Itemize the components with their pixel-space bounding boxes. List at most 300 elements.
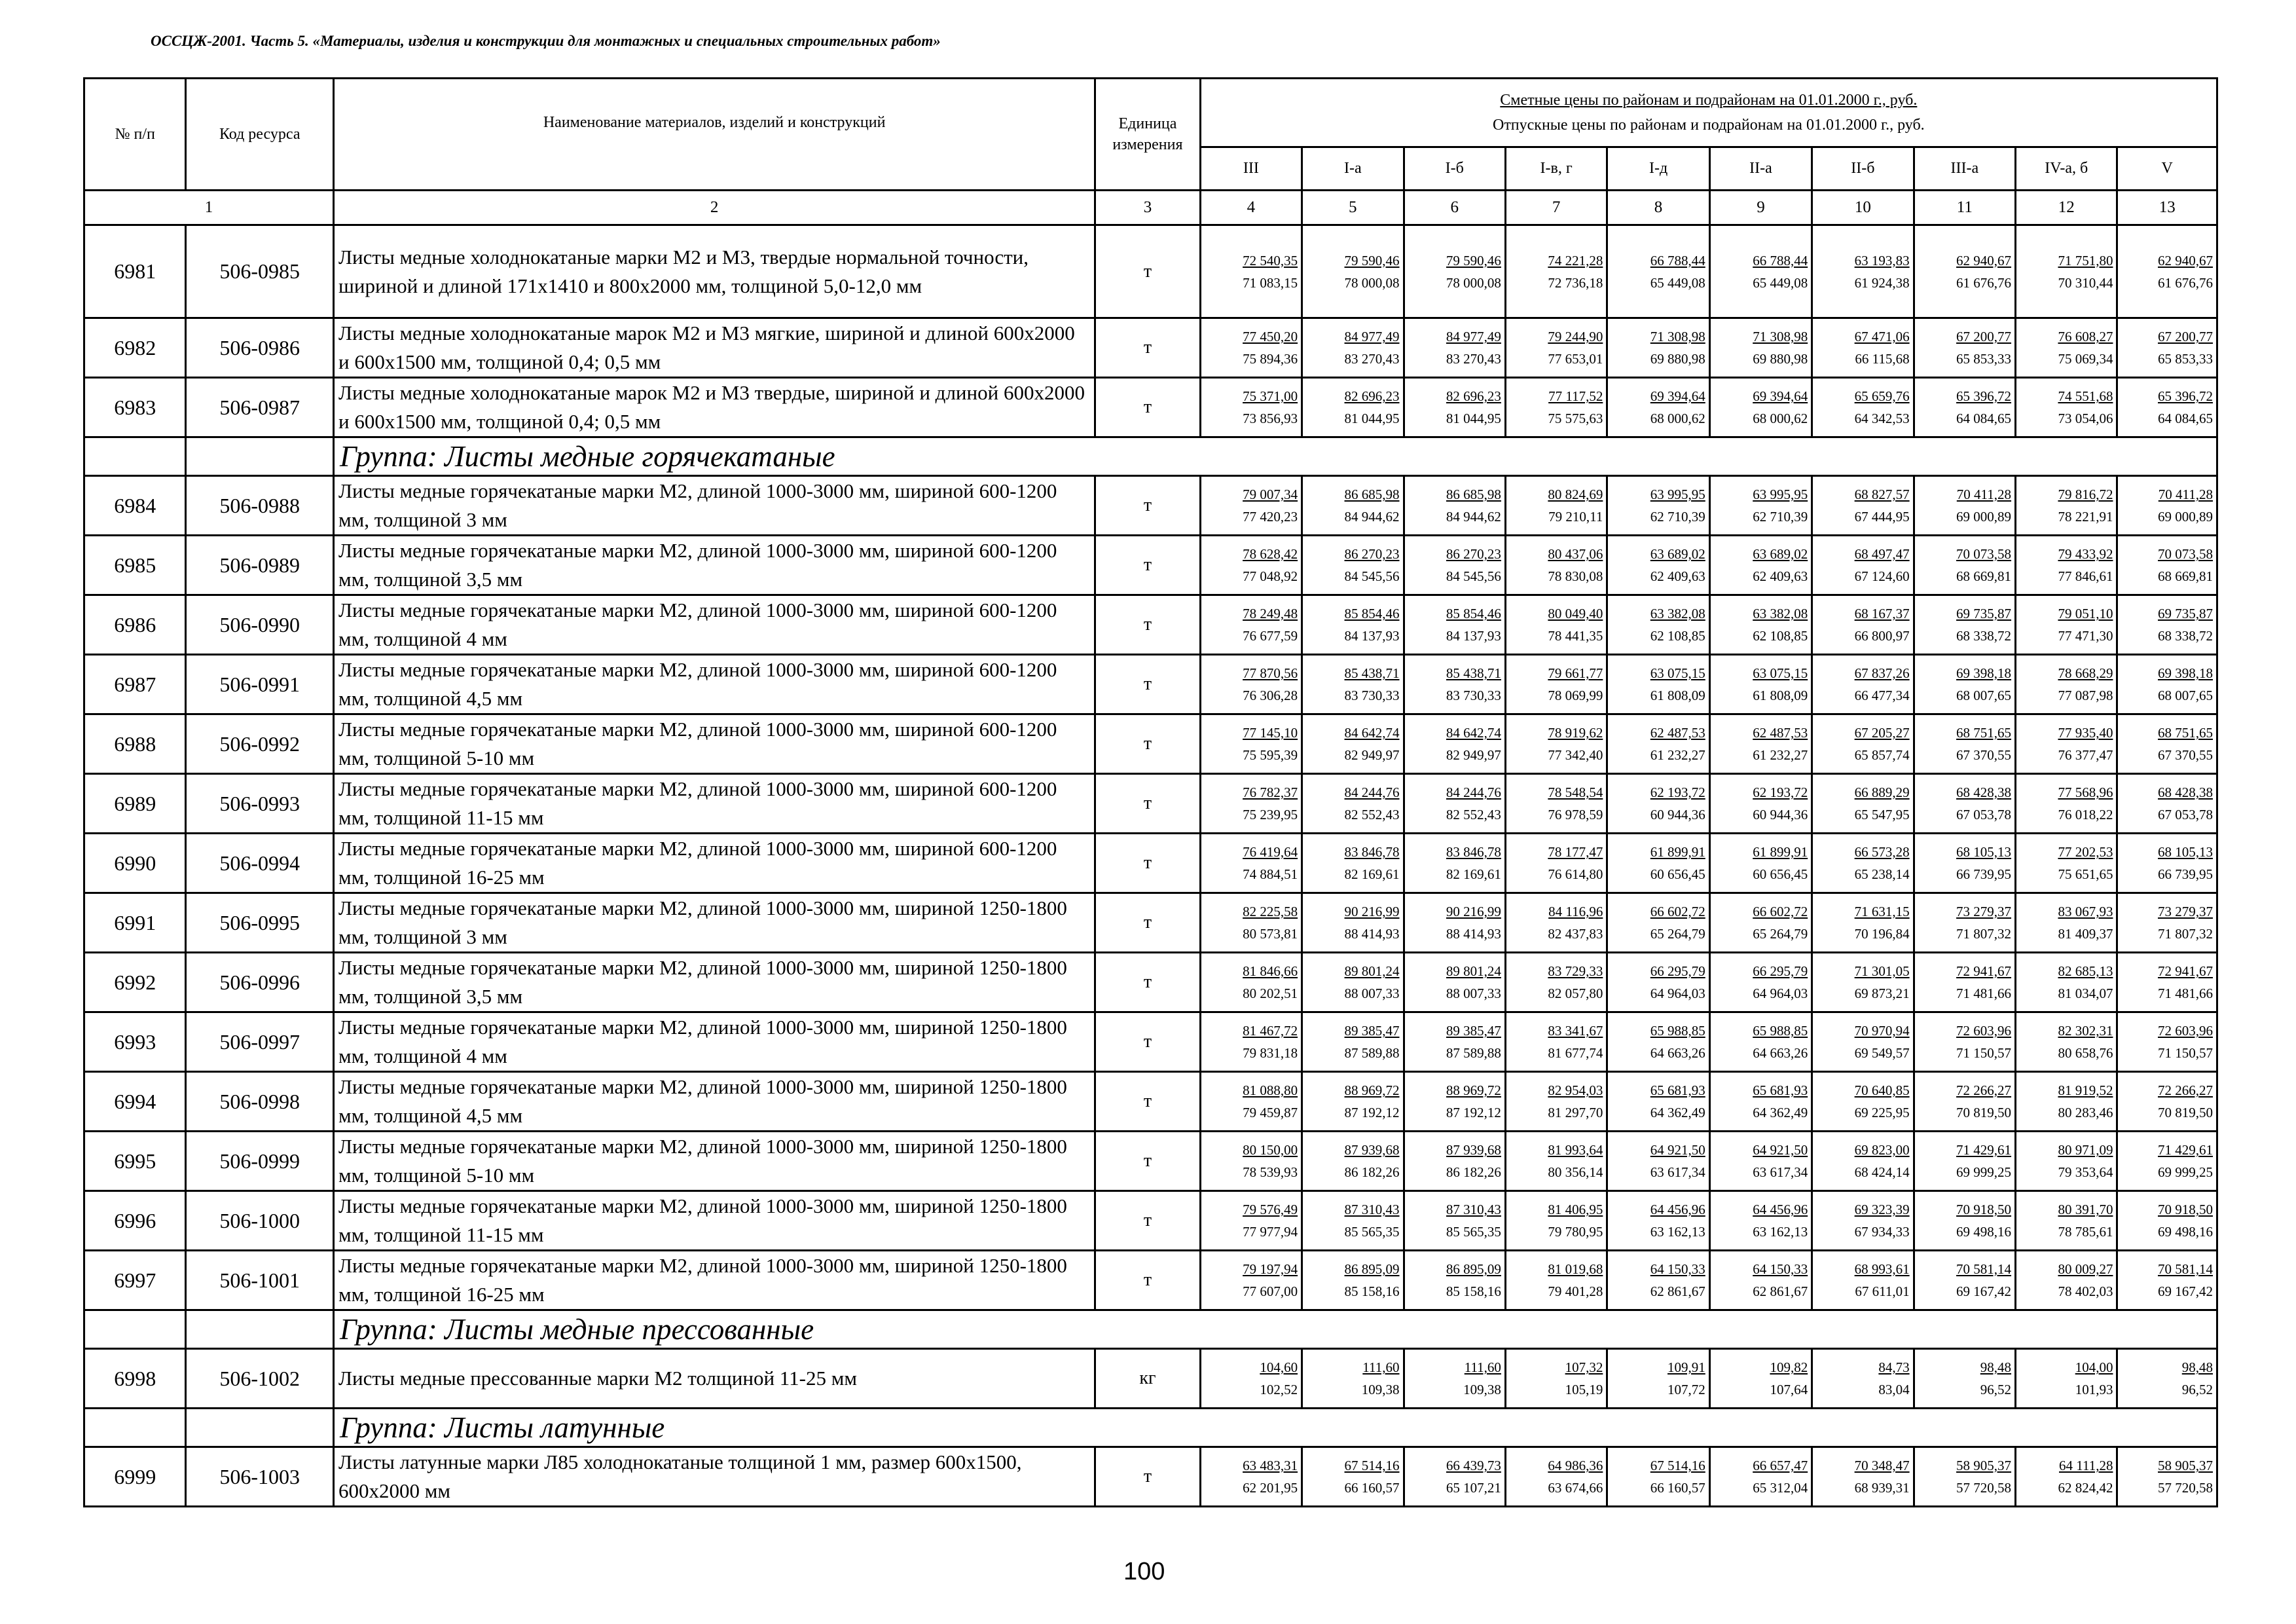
release-price: 69 880,98	[1650, 351, 1705, 367]
estimated-price: 84 977,49	[1446, 329, 1501, 344]
estimated-price: 85 438,71	[1446, 665, 1501, 681]
release-price: 79 210,11	[1548, 509, 1603, 525]
estimated-price: 62 487,53	[1650, 725, 1705, 741]
estimated-price: 66 573,28	[1854, 844, 1910, 860]
release-price: 79 459,87	[1243, 1105, 1298, 1120]
estimated-price: 98,48	[2181, 1359, 2213, 1375]
price-cell	[1505, 1191, 1607, 1251]
price-cell	[1812, 953, 1914, 1012]
estimated-price: 86 895,09	[1446, 1261, 1501, 1277]
release-price: 71 481,66	[2158, 986, 2213, 1001]
price-cell	[1302, 1012, 1404, 1072]
release-price: 79 401,28	[1548, 1283, 1603, 1299]
estimated-price: 78 628,42	[1243, 546, 1298, 562]
estimated-price: 65 988,85	[1753, 1023, 1808, 1039]
group-empty-cell	[84, 437, 186, 476]
release-price: 73 856,93	[1243, 411, 1298, 426]
price-cell	[2117, 318, 2217, 378]
price-cell	[1505, 1251, 1607, 1310]
price-cell	[1302, 378, 1404, 437]
estimated-price: 77 568,96	[2058, 784, 2113, 800]
price-cell	[1914, 714, 2015, 774]
material-name: Листы медные горячекатаные марки М2, длиной 1000-3000 мм, шириной 1250-1800 мм, толщиной 11-15 мм	[334, 1191, 1095, 1251]
release-price: 82 169,61	[1446, 866, 1501, 882]
release-price: 79 780,95	[1548, 1224, 1603, 1240]
price-cell	[1607, 225, 1709, 318]
price-cell	[1914, 1349, 2015, 1409]
group-heading-row	[84, 1409, 2217, 1447]
document-header: ОССЦЖ-2001. Часть 5. «Материалы, изделия и конструкции для монтажных и специальных строительных работ»	[151, 33, 941, 49]
estimated-price: 66 295,79	[1753, 963, 1808, 979]
price-cell	[1505, 655, 1607, 714]
unit-of-measure: т	[1095, 1012, 1200, 1072]
estimated-price: 80 391,70	[2058, 1202, 2113, 1217]
estimated-price: 71 631,15	[1854, 904, 1910, 919]
release-price: 64 342,53	[1854, 411, 1910, 426]
price-cell	[1200, 1012, 1302, 1072]
price-cell	[1302, 655, 1404, 714]
price-cell	[1812, 1251, 1914, 1310]
price-cell	[1607, 714, 1709, 774]
release-price: 75 239,95	[1243, 807, 1298, 822]
estimated-price: 67 514,16	[1344, 1458, 1400, 1473]
price-cell	[2016, 225, 2117, 318]
price-cell	[1302, 953, 1404, 1012]
estimated-price: 71 308,98	[1650, 329, 1705, 344]
unit-of-measure: т	[1095, 595, 1200, 655]
price-cell	[2117, 225, 2217, 318]
release-price: 65 547,95	[1854, 807, 1910, 822]
resource-code: 506-0993	[186, 774, 334, 834]
estimated-price: 79 007,34	[1243, 487, 1298, 502]
estimated-price: 71 429,61	[1956, 1142, 2012, 1158]
price-cell	[2016, 1447, 2117, 1507]
release-price: 70 819,50	[1956, 1105, 2012, 1120]
estimated-price: 63 382,08	[1753, 606, 1808, 621]
release-price: 64 663,26	[1753, 1045, 1808, 1061]
estimated-price: 104,60	[1260, 1359, 1298, 1375]
table-row	[84, 893, 2217, 953]
release-price: 60 944,36	[1650, 807, 1705, 822]
estimated-price: 87 310,43	[1446, 1202, 1501, 1217]
release-price: 101,93	[2075, 1382, 2113, 1397]
release-price: 77 471,30	[2058, 628, 2113, 644]
price-cell	[1404, 834, 1505, 893]
estimated-price: 70 918,50	[2158, 1202, 2213, 1217]
estimated-price: 74 221,28	[1548, 252, 1603, 268]
price-cell	[1812, 476, 1914, 536]
release-price: 57 720,58	[1956, 1480, 2012, 1496]
resource-code: 506-0995	[186, 893, 334, 953]
release-price: 65 107,21	[1446, 1480, 1501, 1496]
row-number: 6994	[84, 1072, 186, 1132]
estimated-price: 72 266,27	[1956, 1082, 2012, 1098]
estimated-price: 72 603,96	[2158, 1023, 2213, 1039]
price-cell	[2117, 378, 2217, 437]
release-price: 66 800,97	[1854, 628, 1910, 644]
release-price: 62 108,85	[1650, 628, 1705, 644]
release-price: 69 225,95	[1854, 1105, 1910, 1120]
estimated-price: 82 696,23	[1344, 388, 1400, 404]
estimated-price: 81 088,80	[1243, 1082, 1298, 1098]
release-price: 85 565,35	[1446, 1224, 1501, 1240]
region-header: V	[2117, 147, 2217, 191]
estimated-price: 79 661,77	[1548, 665, 1603, 681]
estimated-price: 87 939,68	[1344, 1142, 1400, 1158]
release-price: 69 999,25	[2158, 1164, 2213, 1180]
estimated-price: 69 398,18	[1956, 665, 2012, 681]
estimated-price: 83 067,93	[2058, 904, 2113, 919]
estimated-price: 78 668,29	[2058, 665, 2113, 681]
price-cell	[2016, 1132, 2117, 1191]
release-price: 80 356,14	[1548, 1164, 1603, 1180]
price-cell	[1709, 834, 1812, 893]
release-price: 69 167,42	[2158, 1283, 2213, 1299]
release-price: 109,38	[1361, 1382, 1400, 1397]
estimated-price: 74 551,68	[2058, 388, 2113, 404]
release-price: 71 083,15	[1243, 274, 1298, 291]
release-price: 65 853,33	[1956, 351, 2012, 367]
release-price: 82 552,43	[1344, 807, 1400, 822]
estimated-price: 63 193,83	[1854, 252, 1910, 268]
release-price: 83 270,43	[1446, 351, 1501, 367]
release-price: 65 264,79	[1650, 926, 1705, 942]
region-header: I-в, г	[1505, 147, 1607, 191]
estimated-price: 66 295,79	[1650, 963, 1705, 979]
group-empty-cell	[186, 1310, 334, 1349]
release-price: 87 589,88	[1344, 1045, 1400, 1061]
release-price: 74 884,51	[1243, 866, 1298, 882]
release-price: 75 069,34	[2058, 351, 2113, 367]
price-cell	[2016, 774, 2117, 834]
estimated-price: 69 394,64	[1650, 388, 1705, 404]
estimated-price: 66 788,44	[1753, 252, 1808, 268]
header-unit: Единица измерения	[1095, 79, 1200, 191]
estimated-price: 67 200,77	[2158, 329, 2213, 344]
release-price: 62 201,95	[1243, 1480, 1298, 1496]
price-cell	[1302, 774, 1404, 834]
column-number: 2	[334, 191, 1095, 225]
estimated-price: 79 816,72	[2058, 487, 2113, 502]
header-code: Код ресурса	[186, 79, 334, 191]
estimated-price: 81 406,95	[1548, 1202, 1603, 1217]
estimated-price: 88 969,72	[1446, 1082, 1501, 1098]
row-number: 6989	[84, 774, 186, 834]
release-price: 77 048,92	[1243, 568, 1298, 584]
group-heading-row	[84, 437, 2217, 476]
resource-code: 506-1002	[186, 1349, 334, 1409]
unit-of-measure: т	[1095, 1447, 1200, 1507]
price-cell	[1812, 1072, 1914, 1132]
release-price: 78 785,61	[2058, 1224, 2113, 1240]
material-name: Листы медные прессованные марки М2 толщиной 11-25 мм	[334, 1349, 1095, 1409]
price-cell	[1505, 318, 1607, 378]
release-price: 66 115,68	[1855, 351, 1910, 367]
release-price: 102,52	[1260, 1382, 1298, 1397]
region-header: III-а	[1914, 147, 2015, 191]
price-cell	[1812, 774, 1914, 834]
price-cell	[1914, 1072, 2015, 1132]
release-price: 81 297,70	[1548, 1105, 1603, 1120]
estimated-price: 72 540,35	[1243, 252, 1298, 268]
release-price: 64 964,03	[1650, 986, 1705, 1001]
price-cell	[2016, 1012, 2117, 1072]
release-price: 63 674,66	[1548, 1480, 1603, 1496]
material-name: Листы медные горячекатаные марки М2, длиной 1000-3000 мм, шириной 1250-1800 мм, толщиной 4,5 мм	[334, 1072, 1095, 1132]
material-name: Листы медные горячекатаные марки М2, длиной 1000-3000 мм, шириной 600-1200 мм, толщиной 3,5 мм	[334, 536, 1095, 595]
release-price: 80 573,81	[1243, 926, 1298, 942]
table-row	[84, 1132, 2217, 1191]
release-price: 70 819,50	[2158, 1105, 2213, 1120]
estimated-price: 66 788,44	[1650, 252, 1705, 268]
estimated-price: 84 244,76	[1344, 784, 1400, 800]
release-price: 67 444,95	[1854, 509, 1910, 525]
release-price: 85 565,35	[1344, 1224, 1400, 1240]
release-price: 68 669,81	[1956, 568, 2012, 584]
release-price: 62 861,67	[1753, 1283, 1808, 1299]
resource-code: 506-0998	[186, 1072, 334, 1132]
price-cell	[1505, 1072, 1607, 1132]
price-cell	[1709, 536, 1812, 595]
release-price: 78 830,08	[1548, 568, 1603, 584]
price-cell	[1914, 318, 2015, 378]
price-cell	[2016, 953, 2117, 1012]
price-cell	[1812, 1447, 1914, 1507]
release-price: 107,64	[1770, 1382, 1808, 1397]
price-cell	[1812, 1012, 1914, 1072]
row-number: 6992	[84, 953, 186, 1012]
estimated-price: 63 995,95	[1650, 487, 1705, 502]
price-cell	[2117, 476, 2217, 536]
estimated-price: 75 371,00	[1243, 388, 1298, 404]
release-price: 72 736,18	[1548, 274, 1603, 291]
estimated-price: 76 419,64	[1243, 844, 1298, 860]
price-cell	[1200, 714, 1302, 774]
table-row	[84, 1349, 2217, 1409]
estimated-price: 69 398,18	[2158, 665, 2213, 681]
estimated-price: 80 437,06	[1548, 546, 1603, 562]
release-price: 78 539,93	[1243, 1164, 1298, 1180]
release-price: 68 669,81	[2158, 568, 2213, 584]
price-cell	[1505, 774, 1607, 834]
price-cell	[1404, 1132, 1505, 1191]
price-cell	[1302, 1447, 1404, 1507]
row-number: 6991	[84, 893, 186, 953]
release-price: 65 853,33	[2158, 351, 2213, 367]
release-price: 64 663,26	[1650, 1045, 1705, 1061]
estimated-price: 64 456,96	[1753, 1202, 1808, 1217]
estimated-price: 58 905,37	[1956, 1458, 2012, 1473]
estimated-price: 70 073,58	[1956, 546, 2012, 562]
release-price: 109,38	[1463, 1382, 1501, 1397]
material-name: Листы медные холоднокатаные марки М2 и М3, твердые нормальной точности, шириной и длиной 171х1410 и 800х2000 мм, толщиной 5,0-12,0 мм	[334, 225, 1095, 318]
price-cell	[1302, 225, 1404, 318]
price-cell	[1607, 1132, 1709, 1191]
region-header: II-а	[1709, 147, 1812, 191]
material-name: Листы медные горячекатаные марки М2, длиной 1000-3000 мм, шириной 600-1200 мм, толщиной 4 мм	[334, 595, 1095, 655]
row-number: 6996	[84, 1191, 186, 1251]
price-cell	[1914, 1132, 2015, 1191]
estimated-price: 68 167,37	[1854, 606, 1910, 621]
price-cell	[1812, 536, 1914, 595]
estimated-price: 65 659,76	[1854, 388, 1910, 404]
group-title: Группа: Листы медные горячекатаные	[334, 437, 2217, 476]
material-name: Листы медные холоднокатаные марок М2 и М3 твердые, шириной и длиной 600х2000 и 600х1500 мм, толщиной 0,4; 0,5 мм	[334, 378, 1095, 437]
price-cell	[1505, 1447, 1607, 1507]
price-cell	[1607, 893, 1709, 953]
estimated-price: 79 433,92	[2058, 546, 2113, 562]
price-cell	[1505, 1012, 1607, 1072]
table-row	[84, 834, 2217, 893]
resource-code: 506-0997	[186, 1012, 334, 1072]
estimated-price: 82 954,03	[1548, 1082, 1603, 1098]
table-row	[84, 714, 2217, 774]
release-price: 71 481,66	[1956, 986, 2012, 1001]
release-price: 78 000,08	[1344, 274, 1400, 291]
estimated-price: 78 548,54	[1548, 784, 1603, 800]
unit-of-measure: т	[1095, 953, 1200, 1012]
column-number: 13	[2117, 191, 2217, 225]
price-cell	[1812, 834, 1914, 893]
unit-of-measure: т	[1095, 714, 1200, 774]
group-heading-row	[84, 1310, 2217, 1349]
region-header: I-б	[1404, 147, 1505, 191]
estimated-price: 70 581,14	[2158, 1261, 2213, 1277]
release-price: 80 658,76	[2058, 1045, 2113, 1061]
material-name: Листы медные горячекатаные марки М2, длиной 1000-3000 мм, шириной 600-1200 мм, толщиной 3 мм	[334, 476, 1095, 536]
estimated-price: 68 993,61	[1854, 1261, 1910, 1277]
price-cell	[1200, 378, 1302, 437]
release-price: 61 808,09	[1753, 688, 1808, 703]
price-cell	[1709, 378, 1812, 437]
resource-code: 506-0987	[186, 378, 334, 437]
price-cell	[1505, 536, 1607, 595]
price-cell	[1914, 1012, 2015, 1072]
estimated-price: 63 382,08	[1650, 606, 1705, 621]
price-cell	[2117, 1191, 2217, 1251]
resource-code: 506-0988	[186, 476, 334, 536]
price-cell	[2016, 1251, 2117, 1310]
price-cell	[2016, 378, 2117, 437]
row-number: 6993	[84, 1012, 186, 1072]
release-price: 62 710,39	[1753, 509, 1808, 525]
price-cell	[1709, 318, 1812, 378]
price-cell	[1709, 476, 1812, 536]
row-number: 6995	[84, 1132, 186, 1191]
release-price: 81 044,95	[1446, 411, 1501, 426]
resource-code: 506-0999	[186, 1132, 334, 1191]
estimated-price: 89 801,24	[1446, 963, 1501, 979]
estimated-price: 64 921,50	[1650, 1142, 1705, 1158]
estimated-price: 86 685,98	[1446, 487, 1501, 502]
price-cell	[1404, 774, 1505, 834]
price-cell	[1302, 1191, 1404, 1251]
header-num: № п/п	[84, 79, 186, 191]
estimated-price: 64 150,33	[1650, 1261, 1705, 1277]
price-cell	[1302, 1132, 1404, 1191]
estimated-price: 77 202,53	[2058, 844, 2113, 860]
column-number: 5	[1302, 191, 1404, 225]
estimated-price: 84,73	[1878, 1359, 1910, 1375]
price-cell	[1200, 1251, 1302, 1310]
release-price: 88 414,93	[1446, 926, 1501, 942]
estimated-price: 104,00	[2075, 1359, 2113, 1375]
release-price: 61 808,09	[1650, 688, 1705, 703]
table-row	[84, 1447, 2217, 1507]
price-cell	[2117, 655, 2217, 714]
material-name: Листы медные горячекатаные марки М2, длиной 1000-3000 мм, шириной 1250-1800 мм, толщиной 3 мм	[334, 893, 1095, 953]
price-cell	[2117, 1012, 2217, 1072]
price-table	[83, 77, 2218, 1507]
release-price: 83 270,43	[1344, 351, 1400, 367]
release-price: 63 617,34	[1753, 1164, 1808, 1180]
price-cell	[1607, 1012, 1709, 1072]
estimated-price: 82 302,31	[2058, 1023, 2113, 1039]
estimated-price: 109,91	[1667, 1359, 1705, 1375]
price-cell	[1709, 893, 1812, 953]
release-price: 71 150,57	[2158, 1045, 2213, 1061]
release-price: 57 720,58	[2158, 1480, 2213, 1496]
row-number: 6990	[84, 834, 186, 893]
release-price: 64 964,03	[1753, 986, 1808, 1001]
price-cell	[1914, 834, 2015, 893]
release-price: 79 831,18	[1243, 1045, 1298, 1061]
release-price: 88 414,93	[1344, 926, 1400, 942]
price-cell	[1200, 1132, 1302, 1191]
estimated-price: 81 019,68	[1548, 1261, 1603, 1277]
estimated-price: 68 751,65	[2158, 725, 2213, 741]
price-cell	[1404, 1251, 1505, 1310]
row-number: 6998	[84, 1349, 186, 1409]
release-price: 69 999,25	[1956, 1164, 2012, 1180]
price-cell	[2117, 774, 2217, 834]
price-cell	[1200, 536, 1302, 595]
price-cell	[1505, 378, 1607, 437]
price-cell	[1812, 318, 1914, 378]
release-price: 69 880,98	[1753, 351, 1808, 367]
material-name: Листы латунные марки Л85 холоднокатаные толщиной 1 мм, размер 600х1500, 600х2000 мм	[334, 1447, 1095, 1507]
release-price: 66 739,95	[2158, 866, 2213, 882]
release-price: 64 084,65	[1956, 411, 2012, 426]
release-price: 82 057,80	[1548, 986, 1603, 1001]
price-cell	[2117, 953, 2217, 1012]
unit-of-measure: т	[1095, 834, 1200, 893]
release-price: 66 160,57	[1344, 1480, 1400, 1496]
region-header: IV-а, б	[2016, 147, 2117, 191]
release-price: 84 545,56	[1344, 568, 1400, 584]
row-number: 6983	[84, 378, 186, 437]
price-cell	[1914, 893, 2015, 953]
release-price: 83,04	[1878, 1382, 1910, 1397]
release-price: 85 158,16	[1344, 1283, 1400, 1299]
price-cell	[1404, 225, 1505, 318]
estimated-price: 79 590,46	[1344, 252, 1400, 268]
release-price: 64 362,49	[1753, 1105, 1808, 1120]
price-cell	[1607, 536, 1709, 595]
release-price: 84 944,62	[1446, 509, 1501, 525]
estimated-price: 63 483,31	[1243, 1458, 1298, 1473]
group-title: Группа: Листы латунные	[334, 1409, 2217, 1447]
release-price: 62 861,67	[1650, 1283, 1705, 1299]
estimated-price: 76 782,37	[1243, 784, 1298, 800]
row-number: 6988	[84, 714, 186, 774]
price-cell	[1200, 1191, 1302, 1251]
estimated-price: 111,60	[1464, 1359, 1501, 1375]
release-price: 68 007,65	[1956, 688, 2012, 703]
unit-of-measure: т	[1095, 1251, 1200, 1310]
estimated-price: 69 735,87	[1956, 606, 2012, 621]
estimated-price: 84 244,76	[1446, 784, 1501, 800]
